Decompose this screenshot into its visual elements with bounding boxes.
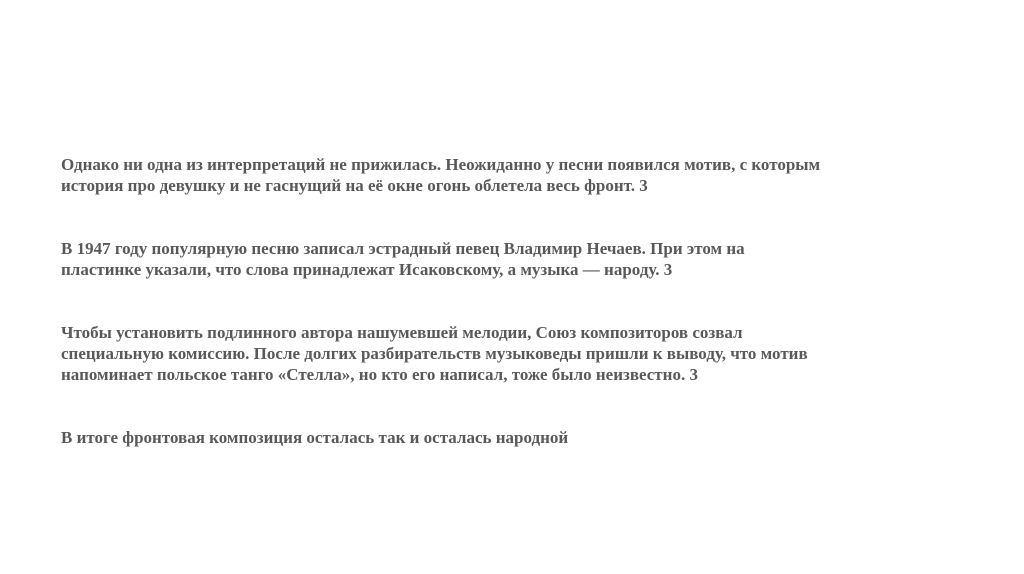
- paragraph-line: напоминает польское танго «Стелла», но кто его написал, тоже было неизвестно. 3: [61, 365, 698, 384]
- paragraph-line: специальную комиссию. После долгих разбирательств музыковеды пришли к выводу, что мотив: [61, 344, 808, 363]
- paragraph-line: В 1947 году популярную песню записал эстрадный певец Владимир Нечаев. При этом на: [61, 239, 745, 258]
- paragraph-line: история про девушку и не гаснущий на её окне огонь облетела весь фронт. 3: [61, 176, 648, 195]
- paragraph-line: Однако ни одна из интерпретаций не прижилась. Неожиданно у песни появился мотив, с которым: [61, 155, 821, 174]
- paragraph-line: В итоге фронтовая композиция осталась так и осталась народной: [61, 428, 569, 447]
- paragraph-interpretations: [61, 154, 951, 196]
- paragraph-commission: [61, 322, 951, 385]
- paragraph-recording-1947: [61, 238, 951, 280]
- paragraph-line: пластинке указали, что слова принадлежат Исаковскому, а музыка — народу. 3: [61, 260, 673, 279]
- paragraph-line: Чтобы установить подлинного автора нашумевшей мелодии, Союз композиторов созвал: [61, 323, 743, 342]
- paragraph-conclusion: [61, 427, 951, 448]
